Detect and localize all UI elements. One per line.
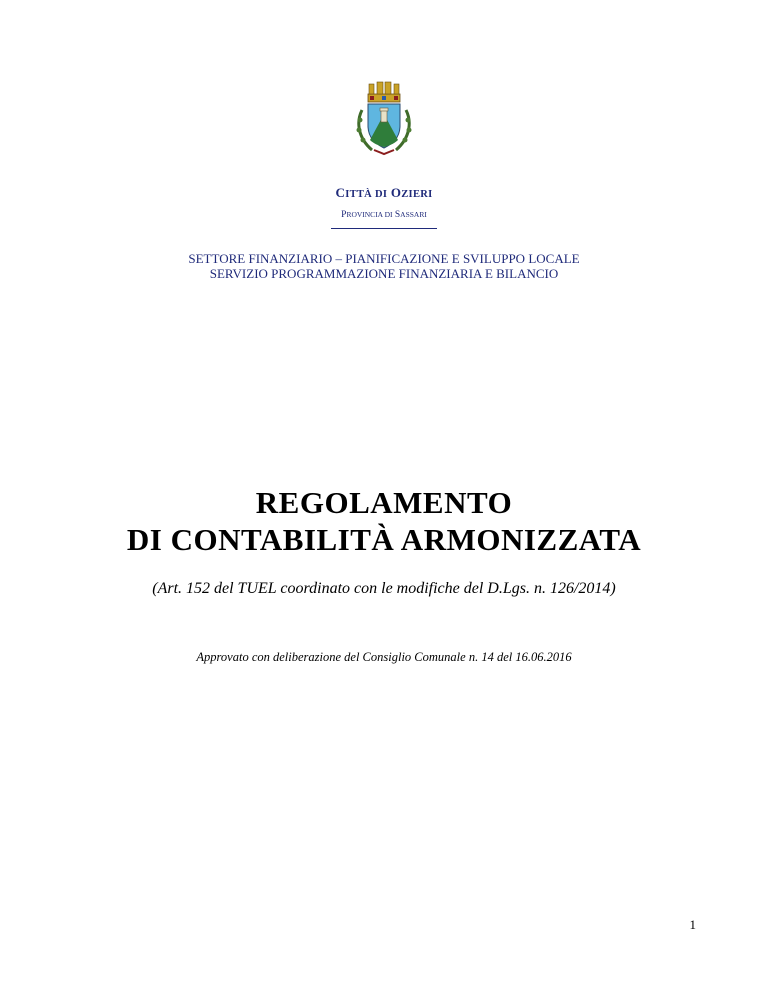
title-line-1: REGOLAMENTO [255,485,513,520]
sector-line-1: SETTORE FINANZIARIO – PIANIFICAZIONE E SVILUPPO LOCALE [188,251,580,266]
header-divider [331,228,437,229]
city-name: CITTÀ DI OZIERI [335,185,433,200]
sector-heading [0,251,768,281]
document-title [0,484,768,558]
coat-of-arms-icon [352,80,416,158]
title-line-2: DI CONTABILITÀ ARMONIZZATA [126,522,642,557]
sector-line-2: SERVIZIO PROGRAMMAZIONE FINANZIARIA E BILANCIO [209,266,559,281]
province-name: PROVINCIA DI SASSARI [341,210,427,220]
page-number: 1 [689,917,696,932]
approval-note: Approvato con deliberazione del Consiglio Comunale n. 14 del 16.06.2016 [196,650,572,664]
document-subtitle: (Art. 152 del TUEL coordinato con le modifiche del D.Lgs. n. 126/2014) [152,580,616,597]
